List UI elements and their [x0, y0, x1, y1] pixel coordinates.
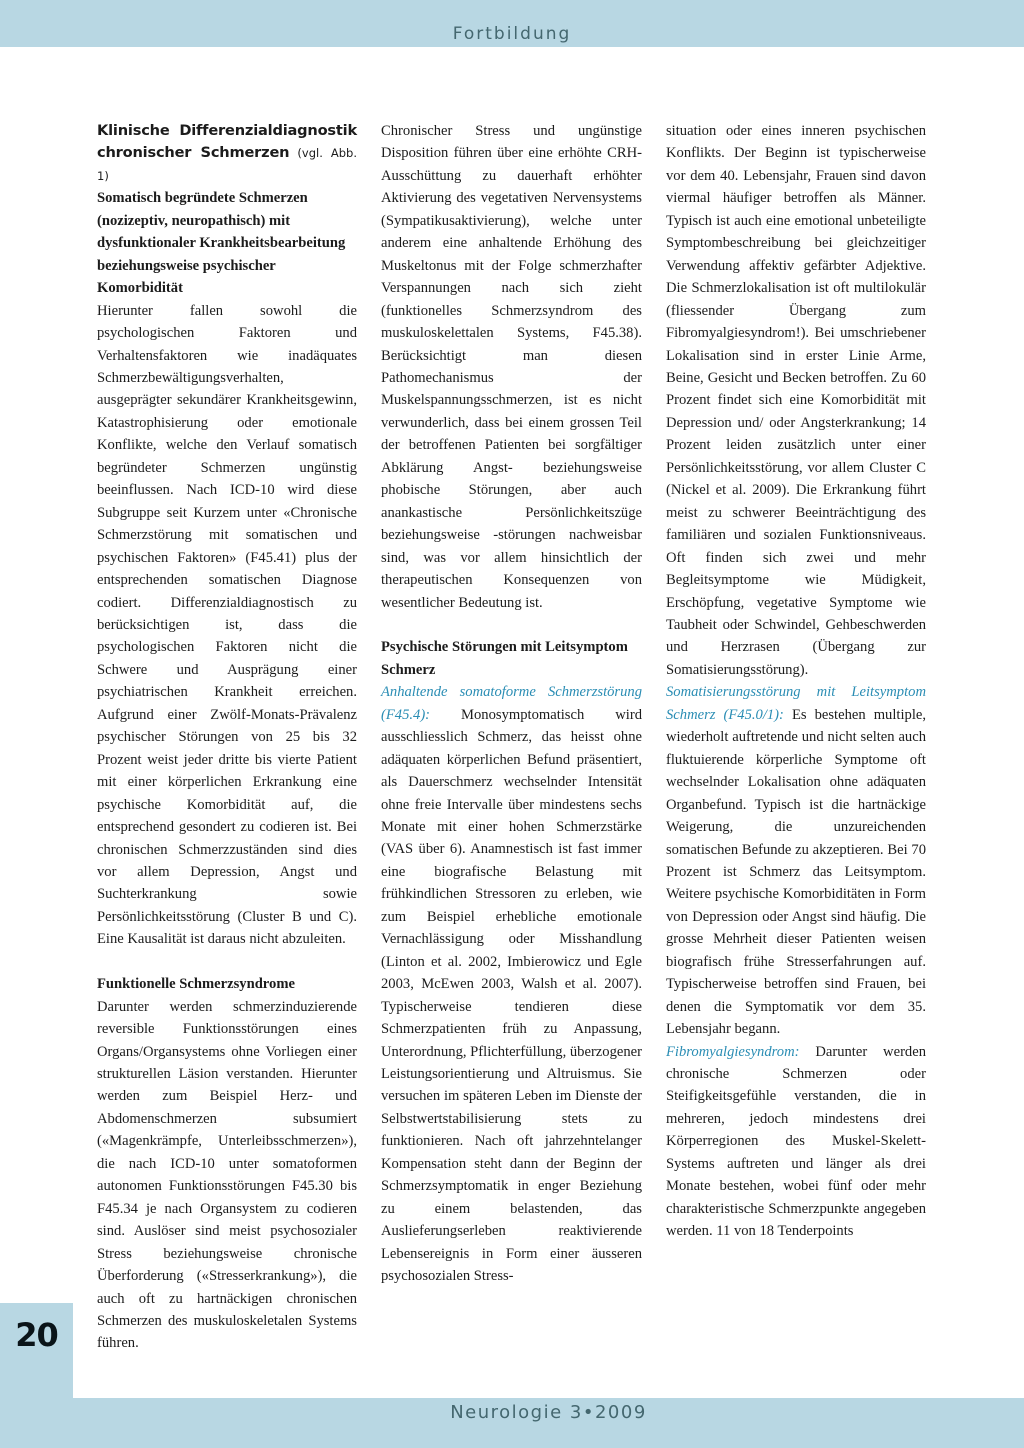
paragraph-text: Monosymptomatisch wird ausschliesslich Schmerz, das heisst ohne adäquaten körperlichen Befund präsentiert, als Dauerschmerz wechselnder Intensität ohne freie Intervalle über mindestens sechs Monate mit einer hohen Schmerzstärke (VAS über 6). Anamnestisch ist fast immer eine biografische Belastung mit frühkindlichen Stressoren zu erleben, wie zum Beispiel erhebliche emotionale Vernachlässigung oder Misshandlung (Linton et al. 2002, Imbierowicz und Egle 2003, McEwen 2003, Walsh et al. 2007). Typischerweise tendieren diese Schmerzpatienten früh zu Anpassung, Unterordnung, Pflichterfüllung, überzogener Leistungsorientierung und Altruismus. Sie versuchen im späteren Leben im Dienste der Selbstwertstabilisierung stets zu funktionieren. Nach oft jahrzehntelanger Kompensation steht dann der Beginn der Schmerzsymptomatik in enger Beziehung zu einem belastenden, das Auslieferungserleben reaktivierende Lebensereignis in Form einer äusseren psychosozialen Stress-: [381, 706, 642, 1285]
column-1: [97, 120, 357, 1355]
paragraph: situation oder eines inneren psychischen Konflikts. Der Beginn ist typischerweise vor dem 40. Lebensjahr, Frauen sind davon viermal häufiger betroffen als Männer. Typisch ist auch eine emotional unbeteiligte Symptombeschreibung bei gleichzeitiger Verwendung affektiv gefärbter Adjektive. Die Schmerzlokalisation ist oft multilokulär (fliessender Übergang zum Fibromyalgiesyndrom!). Bei umschriebener Lokalisation sind in erster Linie Arme, Beine, Gesicht und Becken betroffen. Zu 60 Prozent findet sich eine Komorbidität mit Depression und/ oder Angsterkrankung; 14 Prozent leiden zusätzlich unter einer Persönlichkeitsstörung, vor allem Cluster C (Nickel et al. 2009). Die Erkrankung führt meist zu schwerer Beeinträchtigung des familiären und sozialen Funktionsniveaus. Oft finden sich zwei und mehr Begleitsymptome wie Müdigkeit, Erschöpfung, vegetative Symptome wie Taubheit oder Schwindel, Gehbeschwerden und Herzrasen (Übergang zur Somatisierungsstörung).: [666, 123, 926, 678]
footer-bar: [73, 1398, 1024, 1448]
header-rule: [0, 47, 1024, 49]
paragraph-text: Es bestehen multiple, wiederholt auftretende und nicht selten auch fluktuierende körperliche Symptome oft wechselnder Lokalisation ohne adäquaten Organbefund. Typisch ist die hartnäckige Weigerung, die unzureichenden somatischen Befunde zu akzeptieren. Bei 70 Prozent ist Schmerz das Leitsymptom. Weitere psychische Komorbiditäten in Form von Depression oder Angst sind häufig. Die grosse Mehrheit dieser Patienten weisen biografisch frühe Stresserfahrungen auf. Typischerweise betroffen sind Frauen, bei denen die Symptomatik vor dem 35. Lebensjahr begann.: [666, 706, 926, 1038]
paragraph: [666, 1041, 926, 1243]
paragraph: Hierunter fallen sowohl die psychologischen Faktoren und Verhaltensfaktoren wie inadäquates Schmerzbewältigungsverhalten, ausgeprägter sekundärer Krankheitsgewinn, Katastrophisierung oder emotionale Konflikte, welche den Verlauf somatisch begründeter Schmerzen ungünstig beeinflussen. Nach ICD-10 wird diese Subgruppe seit Kurzem unter «Chronische Schmerzstörung mit somatischen und psychischen Faktoren» (F45.41) plus der entsprechenden somatischen Diagnose codiert. Differenzialdiagnostisch zu berücksichtigen ist, dass die psychologischen Faktoren nicht die Schwere und Ausprägung einer psychiatrischen Krankheit erreichen. Aufgrund einer Zwölf-Monats-Prävalenz psychischer Störungen von 25 bis 32 Prozent weist jeder dritte bis vierte Patient mit einer körperlichen Erkrankung eine psychische Komorbidität auf, die entsprechend gesondert zu codieren ist. Bei chronischen Schmerzzuständen sind dies vor allem Depression, Angst und Suchterkrankung sowie Persönlichkeitsstörung (Cluster B und C). Eine Kausalität ist daraus nicht abzuleiten.: [97, 302, 357, 948]
column-2: [381, 120, 642, 1288]
header-bar: [0, 0, 1024, 48]
term-somatoform: Anhaltende somatoforme Schmerzstörung (F45.4):: [381, 684, 642, 723]
term-somatization: Somatisierungsstörung mit Leitsymptom Schmerz (F45.0/1):: [666, 684, 926, 723]
paragraph: [381, 681, 642, 1287]
section-label: Fortbildung: [452, 24, 572, 44]
paragraph-text: Darunter werden chronische Schmerzen oder Steifigkeitsgefühle verstanden, die in mehreren, jedoch mindestens drei Körperregionen des Muskel-Skelett-Systems auftreten und länger als drei Monate bestehen, wobei fünf oder mehr charakteristische Schmerzpunkte angegeben werden. 11 von 18 Tenderpoints: [666, 1043, 926, 1240]
column-3: [666, 120, 926, 1243]
subheading-psychic: Psychische Störungen mit Leitsymptom Schmerz: [381, 639, 628, 678]
subheading-somatic: Somatisch begründete Schmerzen (nozizeptiv, neuropathisch) mit dysfunktionaler Krankheitsbearbeitung beziehungsweise psychischer Komorbidität: [97, 190, 346, 297]
journal-label: Neurologie 3•2009: [450, 1402, 647, 1423]
heading-text: Klinische Differenzialdiagnostik chronischer Schmerzen: [97, 122, 357, 162]
paragraph: [666, 681, 926, 1040]
subheading-functional: Funktionelle Schmerzsyndrome: [97, 976, 295, 993]
paragraph-gap: [381, 614, 642, 636]
paragraph: Darunter werden schmerzinduzierende reversible Funktionsstörungen eines Organs/Organsystems ohne Vorliegen einer strukturellen Läsion verstanden. Hierunter werden zum Beispiel Herz- und Abdomenschmerzen subsumiert («Magenkrämpfe, Unterleibsschmerzen»), die nach ICD-10 unter somatoformen autonomen Funktionsstörungen F45.30 bis F45.34 je nach Organsystem zu codieren sind. Auslöser sind meist psychosozialer Stress beziehungsweise chronische Überforderung («Stresserkrankung»), die auch oft zu hartnäckigen chronischen Schmerzen des muskuloskeletalen Systems führen.: [97, 998, 357, 1352]
section-heading: [97, 120, 357, 187]
paragraph-gap: [97, 951, 357, 973]
figure-reference: (vgl. Abb. 1): [97, 146, 357, 183]
page-number: 20: [15, 1316, 58, 1354]
term-fibromyalgia: Fibromyalgiesyndrom:: [666, 1043, 800, 1060]
paragraph: Chronischer Stress und ungünstige Disposition führen über eine erhöhte CRH-Ausschüttung zu dauerhaft erhöhter Aktivierung des vegetativen Nervensystems (Sympatikusaktivierung), welche unter anderem eine anhaltende Erhöhung des Muskeltonus mit der Folge schmerzhafter Verspannungen nach sich zieht (funktionelles Schmerzsyndrom des muskuloskelettalen Systems, F45.38). Berücksichtigt man diesen Pathomechanismus der Muskelspannungsschmerzen, ist es nicht verwunderlich, dass bei einem grossen Teil der betroffenen Patienten bei sorgfältiger Abklärung Angst- beziehungsweise phobische Störungen, aber auch anankastische Persönlichkeitszüge beziehungsweise -störungen nachweisbar sind, was vor allem hinsichtlich der therapeutischen Konsequenzen von wesentlicher Bedeutung ist.: [381, 123, 642, 611]
